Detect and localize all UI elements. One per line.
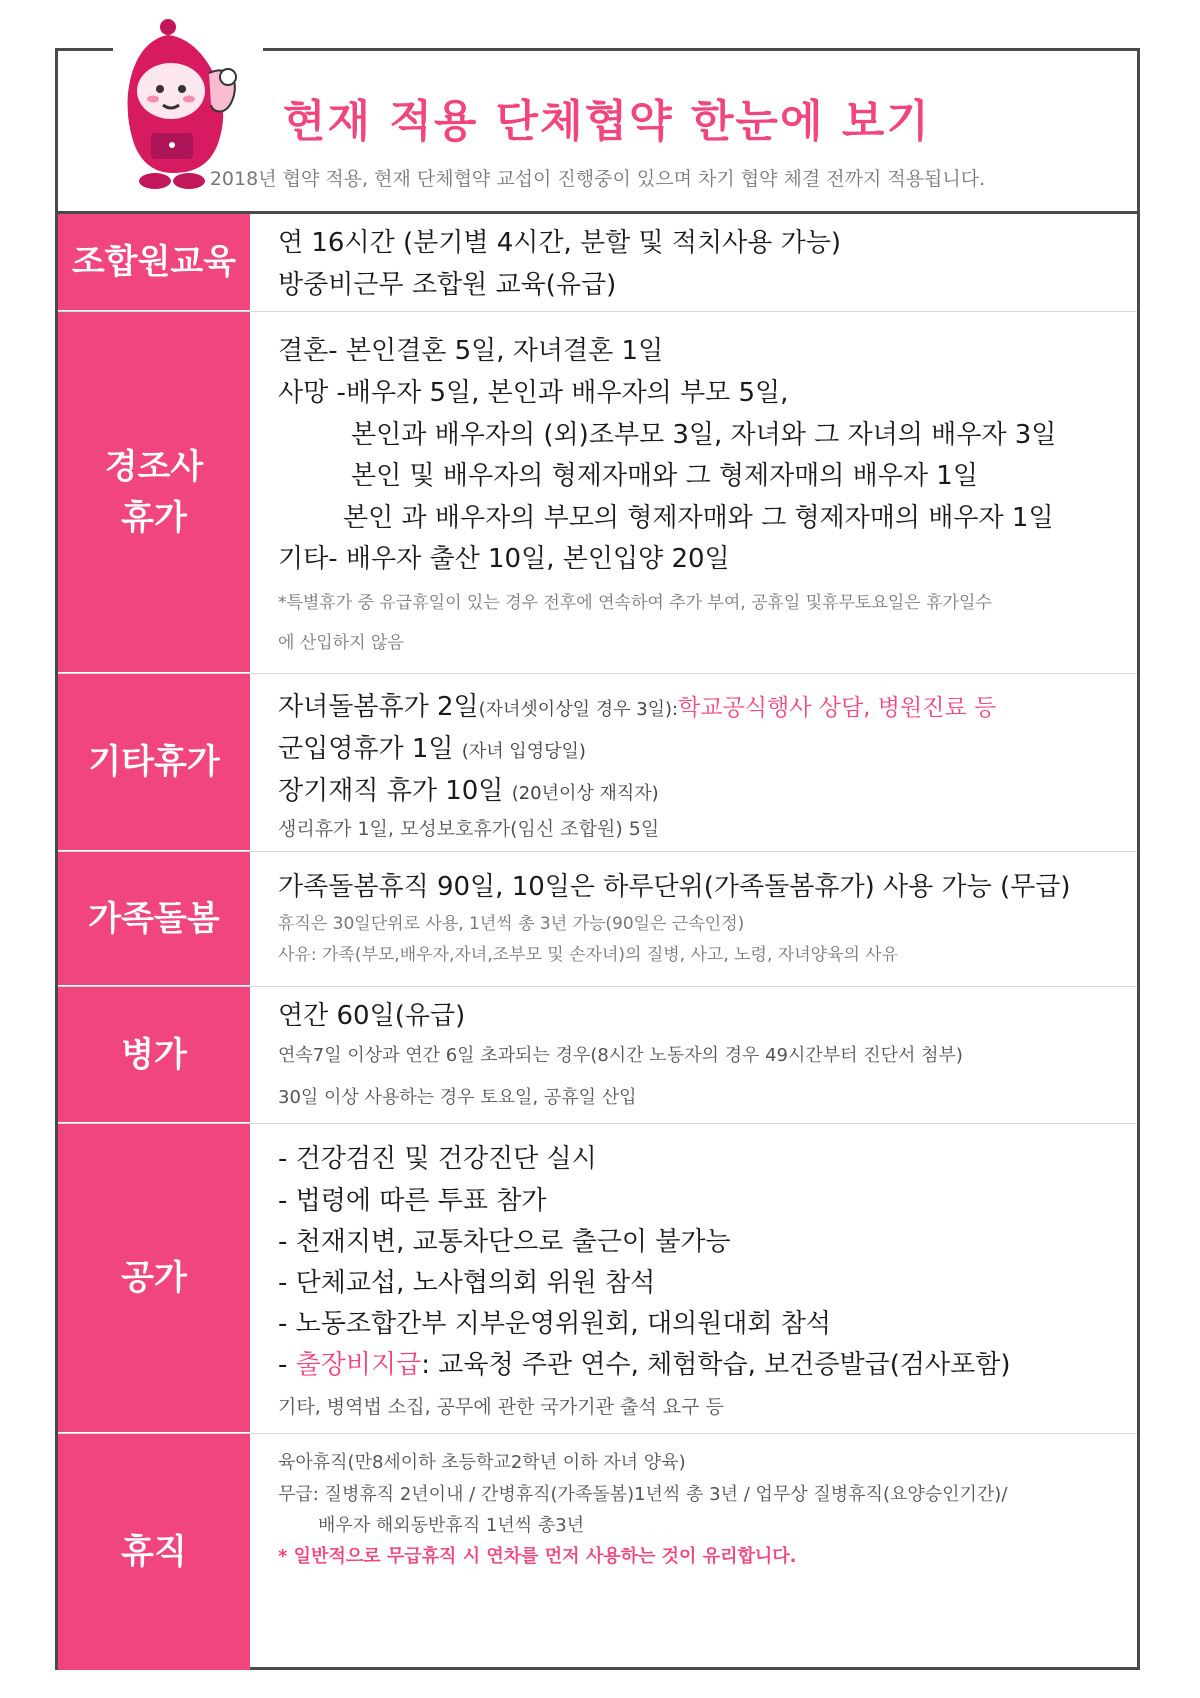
row-text: - 단체교섭, 노사협의회 위원 참석 — [278, 1268, 656, 1298]
page-subtitle: 2018년 협약 적용, 현재 단체협약 교섭이 진행중이 있으며 차기 협약 체결 전까지 적용됩니다. — [209, 168, 986, 190]
row-text: 결혼- 본인결혼 5일, 자녀결혼 1일 — [278, 336, 664, 366]
row-text: 가족돌봄휴직 90일, 10일은 하루단위(가족돌봄휴가) 사용 가능 (무급) — [278, 872, 1071, 902]
row-text: 연 16시간 (분기별 4시간, 분할 및 적치사용 가능) — [278, 228, 842, 258]
row-note: 기타, 병역법 소집, 공무에 관한 국가기관 출석 요구 등 — [278, 1396, 724, 1418]
row-note: 사유: 가족(부모,배우자,자녀,조부모 및 손자녀)의 질병, 사고, 노령, 자녀양육의 사유 — [278, 945, 899, 965]
row-union-education — [58, 214, 1137, 311]
row-note: *특별휴가 중 유급휴일이 있는 경우 전후에 연속하여 추가 부여, 공휴일 및휴무토요일은 휴가일수 — [278, 593, 992, 613]
row-note: 배우자 해외동반휴직 1년씩 총3년 — [318, 1515, 585, 1536]
row-note: 생리휴가 1일, 모성보호휴가(임신 조합원) 5일 — [278, 818, 660, 840]
row-text: 장기재직 휴가 10일 (20년이상 재직자) — [278, 776, 659, 806]
row-text: 군입영휴가 1일 (자녀 입영당일) — [278, 734, 586, 764]
row-text: - 법령에 따른 투표 참가 — [278, 1186, 547, 1216]
row-family-care — [58, 851, 1137, 986]
row-leave-of-absence — [58, 1433, 1137, 1670]
row-text: 본인 과 배우자의 부모의 형제자매와 그 형제자매의 배우자 1일 — [343, 503, 1054, 533]
row-text: - 천재지변, 교통차단으로 출근이 불가능 — [278, 1227, 731, 1257]
row-label: 휴직 — [58, 1434, 250, 1670]
row-warning: * 일반적으로 무급휴직 시 연차를 먼저 사용하는 것이 유리합니다. — [278, 1546, 797, 1567]
row-label: 조합원교육 — [58, 214, 250, 311]
row-note: 휴직은 30일단위로 사용, 1년씩 총 3년 가능(90일은 근속인정) — [278, 914, 745, 934]
row-text: 사망 -배우자 5일, 본인과 배우자의 부모 5일, — [278, 378, 789, 408]
row-label: 병가 — [58, 987, 250, 1123]
row-text: - 노동조합간부 지부운영위원회, 대의원대회 참석 — [278, 1309, 832, 1339]
row-text: 자녀돌봄휴가 2일(자녀셋이상일 경우 3일):학교공식행사 상담, 병원진료 등 — [278, 692, 997, 722]
row-label: 가족돌봄 — [58, 852, 250, 986]
row-text: 기타- 배우자 출산 10일, 본인입양 20일 — [278, 544, 730, 574]
row-text: 본인과 배우자의 (외)조부모 3일, 자녀와 그 자녀의 배우자 3일 — [351, 420, 1057, 450]
row-note: 30일 이상 사용하는 경우 토요일, 공휴일 산입 — [278, 1087, 637, 1108]
row-sick-leave — [58, 986, 1137, 1123]
header — [58, 51, 1137, 214]
row-label: 경조사 휴가 — [58, 312, 250, 673]
row-label: 기타휴가 — [58, 674, 250, 851]
row-note: 연속7일 이상과 연간 6일 초과되는 경우(8시간 노동자의 경우 49시간부터 진단서 첨부) — [278, 1045, 963, 1066]
row-text: - 출장비지급: 교육청 주관 연수, 체험학습, 보건증발급(검사포함) — [278, 1350, 1011, 1380]
row-family-event-leave — [58, 311, 1137, 673]
row-text: 본인 및 배우자의 형제자매와 그 형제자매의 배우자 1일 — [351, 461, 978, 491]
row-other-leave — [58, 673, 1137, 851]
page-title: 현재 적용 단체협약 한눈에 보기 — [283, 96, 931, 147]
row-text: - 건강검진 및 건강진단 실시 — [278, 1144, 597, 1174]
agreement-summary-sheet — [55, 48, 1140, 1670]
row-official-leave — [58, 1123, 1137, 1433]
row-note: 무급: 질병휴직 2년이내 / 간병휴직(가족돌봄)1년씩 총 3년 / 업무상 질병휴직(요양승인기간)/ — [278, 1484, 1008, 1505]
row-note: 에 산입하지 않음 — [278, 633, 404, 653]
row-text: 방중비근무 조합원 교육(유급) — [278, 270, 617, 300]
row-note: 육아휴직(만8세이하 초등학교2학년 이하 자녀 양육) — [278, 1452, 686, 1473]
row-label: 공가 — [58, 1124, 250, 1433]
row-text: 연간 60일(유급) — [278, 1001, 466, 1031]
